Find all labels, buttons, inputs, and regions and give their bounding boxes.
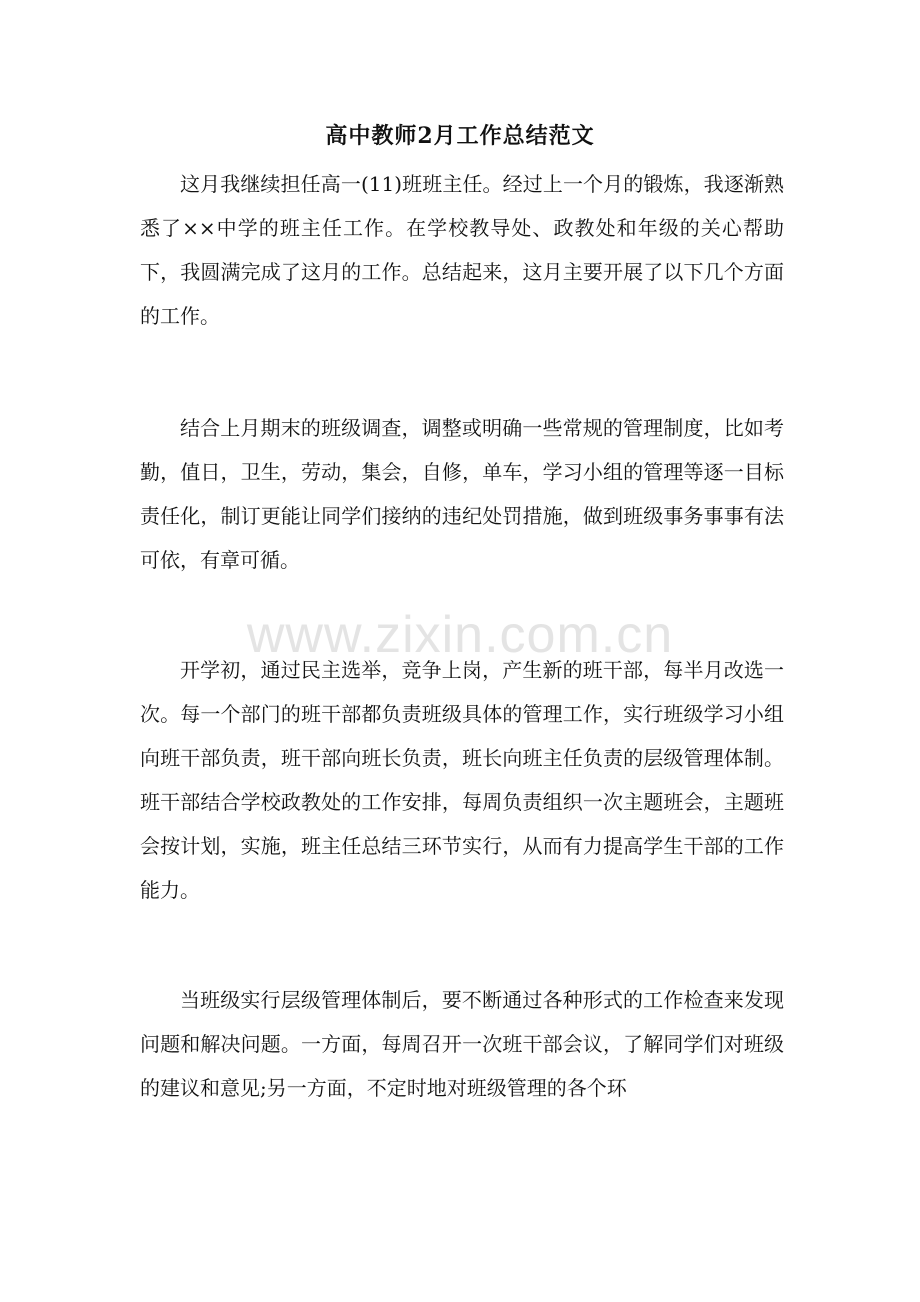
paragraph-4: 当班级实行层级管理体制后，要不断通过各种形式的工作检查来发现问题和解决问题。一方面，每周召开一次班干部会议，了解同学们对班级的建议和意见;另一方面，不定时地对班级管理的各个环 [140, 988, 784, 1100]
watermark: www.zixin.com.cn [246, 606, 674, 664]
paragraph-1: 这月我继续担任高一(11)班班主任。经过上一个月的锻炼，我逐渐熟悉了××中学的班主任工作。在学校教导处、政教处和年级的关心帮助下，我圆满完成了这月的工作。总结起来，这月主要开展了以下几个方面的工作。 [140, 172, 784, 328]
paragraph-3: 开学初，通过民主选举，竞争上岗，产生新的班干部，每半月改选一次。每一个部门的班干部都负责班级具体的管理工作，实行班级学习小组向班干部负责，班干部向班长负责，班长向班主任负责的层级管理体制。班干部结合学校政教处的工作安排，每周负责组织一次主题班会，主题班会按计划，实施，班主任总结三环节实行，从而有力提高学生干部的工作能力。 [140, 658, 784, 902]
paragraph-2: 结合上月期末的班级调查，调整或明确一些常规的管理制度，比如考勤，值日，卫生，劳动，集会，自修，单车，学习小组的管理等逐一目标责任化，制订更能让同学们接纳的违纪处罚措施，做到班级事务事事有法可依，有章可循。 [140, 416, 784, 572]
document-title: 高中教师2月工作总结范文 [325, 123, 595, 149]
